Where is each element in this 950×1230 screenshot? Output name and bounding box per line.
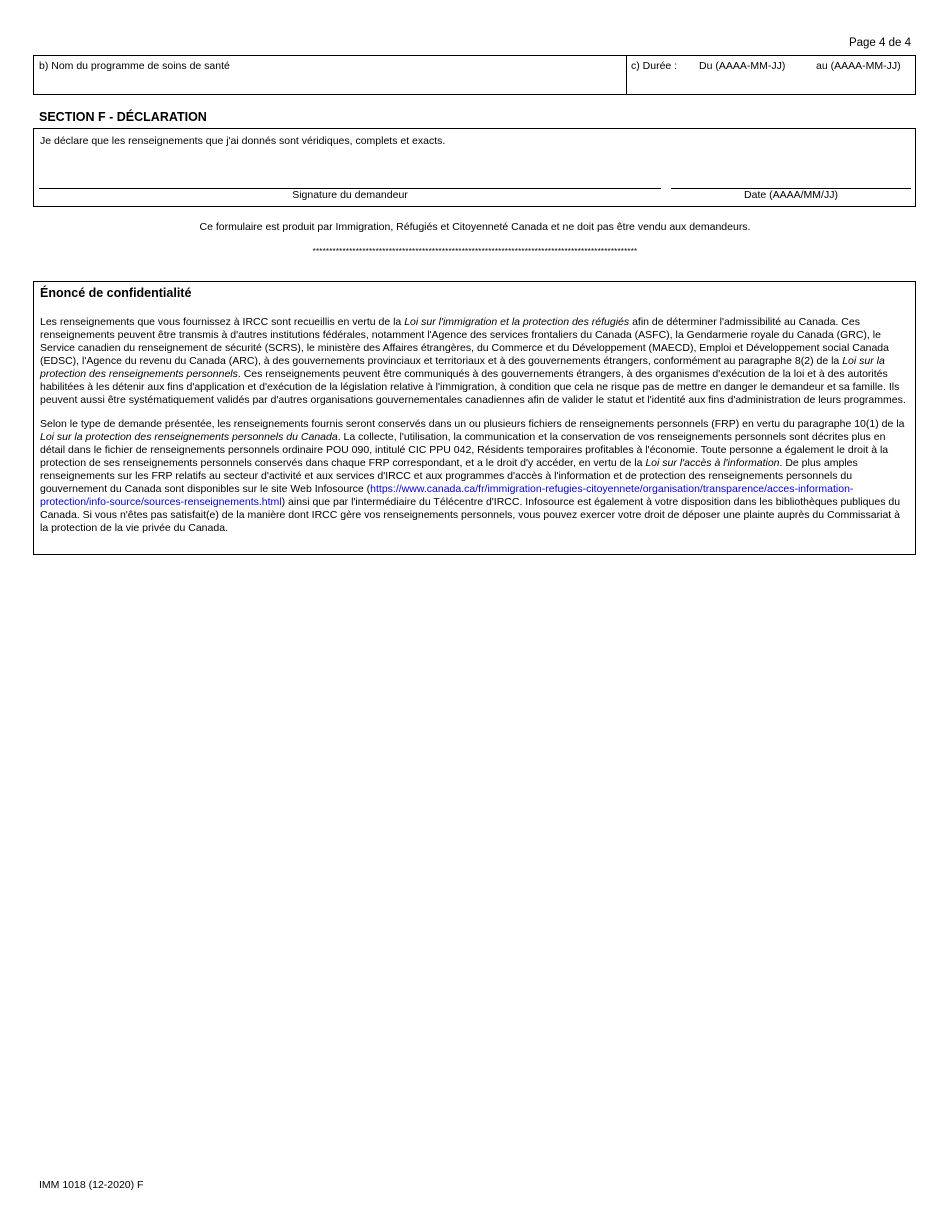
privacy-notice-box [33, 281, 916, 555]
privacy-paragraph-2: Selon le type de demande présentée, les renseignements fournis seront conservés dans un ou plusieurs fichiers de renseignements personnels (FRP) en vertu du paragraphe 10(1) de la Loi sur la protection des renseignements personnels du Canada. La collecte, l'utilisation, la communication et la conservation de vos renseignements personnels sont décrites plus en détail dans le fichier de renseignements personnels ordinaire POU 090, intitulé CIC PPU 042, Résidents temporaires profitables à l'économie. Toute personne a également le droit à la protection de ses renseignements personnels conservés dans chaque FRP correspondant, et a le droit d'y accéder, en vertu de la Loi sur l'accès à l'information. De plus amples renseignements sur les FRP relatifs au secteur d'activité et aux services d'IRCC et aux programmes d'accès à l'information et de protection des renseignements personnels du gouvernement du Canada sont disponibles sur le site Web Infosource (https://www.canada.ca/fr/immigration-refugies-citoyennete/organisation/transparence/acces-information-protection/info-source/sources-renseignements.html) ainsi que par l'intermédiaire du Télécentre d'IRCC. Infosource est également à votre disposition dans les bibliothèques publiques du Canada. Si vous n'êtes pas satisfait(e) de la manière dont IRCC gère vos renseignements personnels, vous pouvez exercer votre droit de déposer une plainte auprès du Commissariat à la protection de la vie privée du Canada. [40, 418, 905, 534]
privacy-paragraph-1: Les renseignements que vous fournissez à IRCC sont recueillis en vertu de la Loi sur l'immigration et la protection des réfugiés afin de déterminer l'admissibilité au Canada. Ces renseignements peuvent être transmis à d'autres institutions fédérales, notamment l'Agence des services frontaliers du Canada (ASFC), la Gendarmerie royale du Canada (GRC), le Service canadien du renseignement de sécurité (SCRS), le ministère des Affaires étrangères, du Commerce et du Développement (MAECD), Emploi et Développement social Canada (EDSC), l'Agence du revenu du Canada (ARC), à des gouvernements provinciaux et territoriaux et à des gouvernements étrangers, conformément au paragraphe 8(2) de la Loi sur la protection des renseignements personnels. Ces renseignements peuvent être communiqués à des gouvernements étrangers, à des organismes d'exécution de la loi et à des autorités habilitées à les détenir aux fins d'application et d'exécution de la législation relative à l'immigration, à condition que cela ne risque pas de mettre en danger le demandeur et sa famille. Ils peuvent aussi être systématiquement validés par d'autres organisations gouvernementales canadiennes afin de valider le statut et l'identité aux fins d'administration de leurs programmes. [40, 316, 906, 406]
privacy-title: Énoncé de confidentialité [40, 286, 192, 300]
column-divider [626, 56, 627, 94]
not-for-sale-notice: Ce formulaire est produit par Immigration, Réfugiés et Citoyenneté Canada et ne doit pas être vendu aux demandeurs. [199, 221, 751, 233]
section-f-title: SECTION F - DÉCLARATION [39, 110, 207, 124]
health-program-name-label[interactable]: b) Nom du programme de soins de santé [39, 60, 230, 72]
date-label: Date (AAAA/MM/JJ) [744, 189, 838, 201]
infosource-link[interactable]: https://www.canada.ca/fr/immigration-refugies-citoyennete/organisation/transparence/acces-information-protection/info-source/sources-renseignements.html [40, 483, 854, 508]
declaration-statement: Je déclare que les renseignements que j'ai donnés sont véridiques, complets et exacts. [40, 135, 446, 147]
duration-label: c) Durée : [631, 60, 678, 72]
duration-from-label[interactable]: Du (AAAA-MM-JJ) [699, 60, 786, 72]
form-code: IMM 1018 (12-2020) F [39, 1179, 144, 1191]
signature-label: Signature du demandeur [292, 189, 408, 201]
separator-stars: ************************************************************************************************** [312, 247, 638, 256]
page-number: Page 4 de 4 [848, 37, 911, 49]
duration-to-label[interactable]: au (AAAA-MM-JJ) [816, 60, 901, 72]
declaration-box [33, 128, 916, 207]
health-program-row [33, 55, 916, 95]
